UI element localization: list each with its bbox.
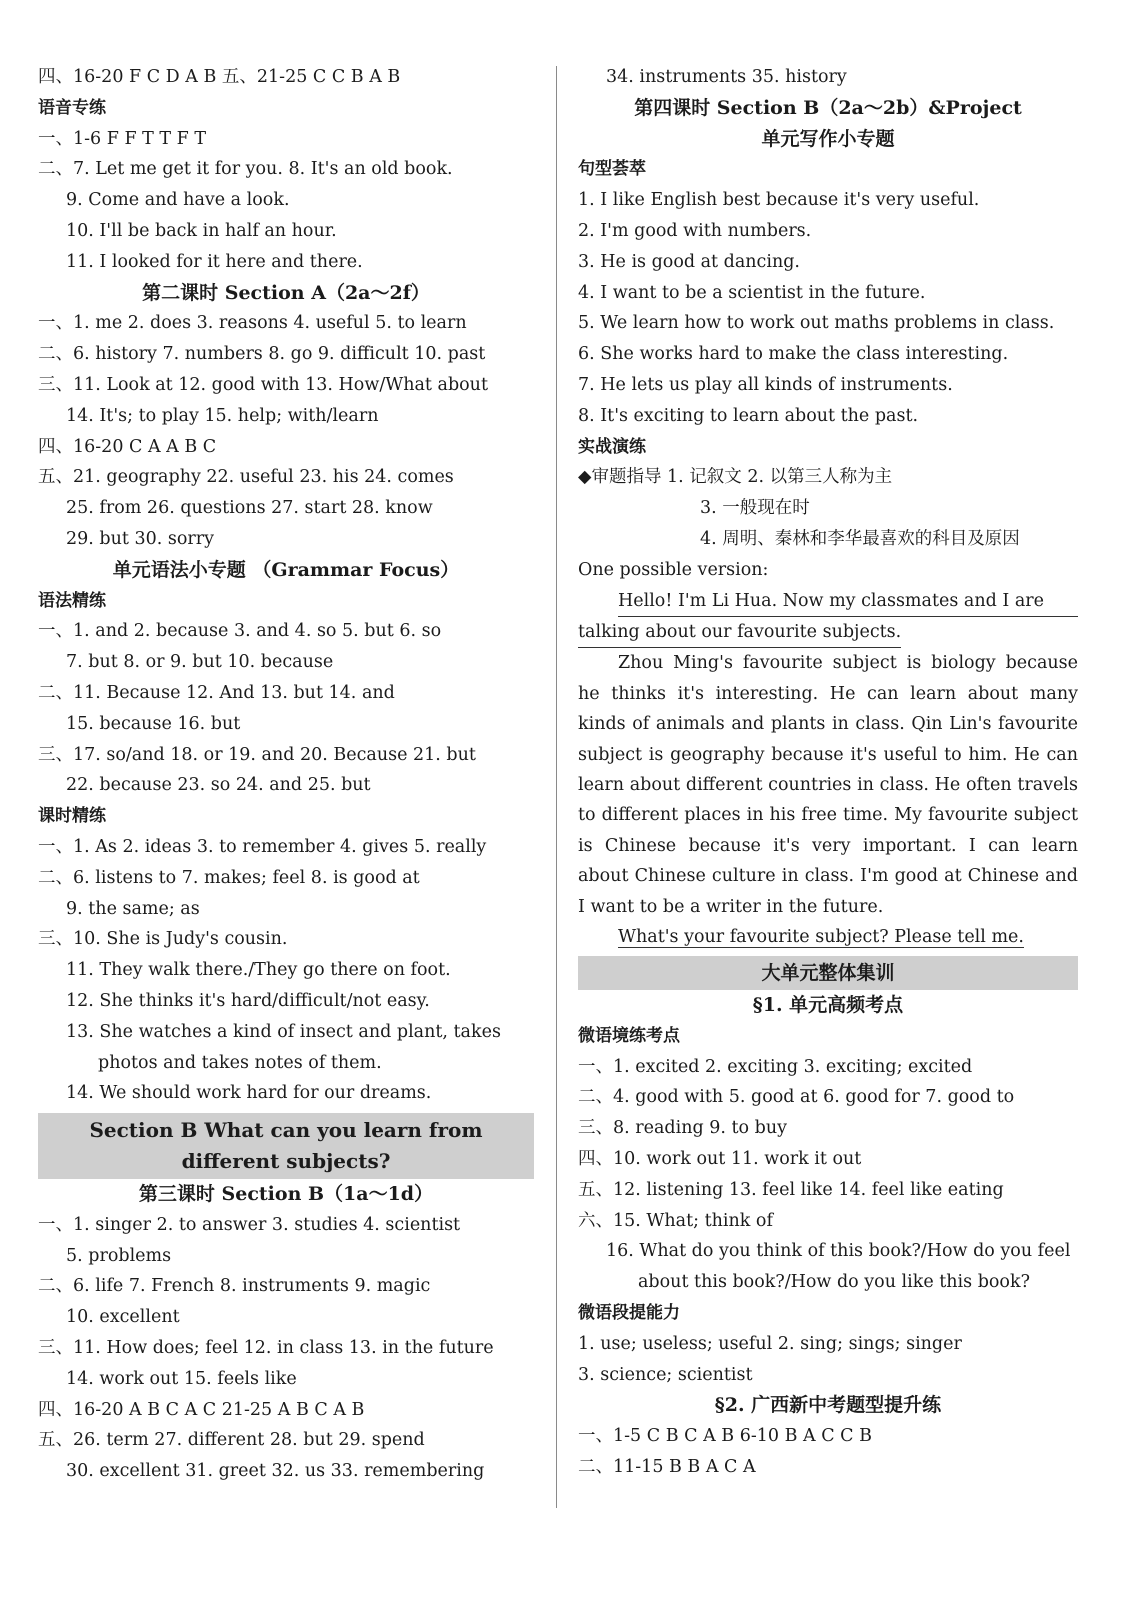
answer-line: 3. 一般现在时 bbox=[700, 498, 810, 519]
answer-line: 单元写作小专题 bbox=[761, 127, 895, 150]
essay-body: Zhou Ming's favourite subject is biology because he thinks it's interesting. He can learn about many kinds of animals and plants in class. Qin Lin's favourite subject is geography because it's useful to him. He can learn about different countries in class. He often travels to different places in his free time. My favourite subject is Chinese because it's very important. I can learn about Chinese culture in class. I'm good at Chinese and I want to be a writer in the future. bbox=[578, 653, 1078, 917]
answer-line: 3. He is good at dancing. bbox=[578, 251, 800, 272]
answer-line: 五、12. listening 13. feel like 14. feel like eating bbox=[578, 1179, 1004, 1200]
answer-line: 一、1. excited 2. exciting 3. exciting; excited bbox=[578, 1056, 973, 1077]
answer-line: 4. 周明、秦林和李华最喜欢的科目及原因 bbox=[700, 528, 1020, 549]
unit-training-banner: 大单元整体集训 bbox=[578, 956, 1078, 990]
essay-closing: What's your favourite subject? Please tell me. bbox=[618, 926, 1024, 947]
answer-line: 1. I like English best because it's very useful. bbox=[578, 190, 980, 211]
answer-line: 6. She works hard to make the class interesting. bbox=[578, 344, 1009, 365]
answer-line: photos and takes notes of them. bbox=[98, 1052, 382, 1073]
answer-line: 三、10. She is Judy's cousin. bbox=[38, 929, 288, 950]
answer-line: §1. 单元高频考点 bbox=[752, 993, 904, 1016]
answer-line: 五、26. term 27. different 28. but 29. spend bbox=[38, 1430, 425, 1451]
answer-line: 12. She thinks it's hard/difficult/not easy. bbox=[66, 990, 430, 1011]
answer-line: 9. the same; as bbox=[66, 898, 200, 919]
answer-line: about this book?/How do you like this book? bbox=[638, 1272, 1030, 1293]
answer-line: 4. I want to be a scientist in the future. bbox=[578, 282, 926, 303]
answer-line: 第二课时 Section A（2a～2f） bbox=[142, 281, 430, 304]
answer-line: 三、8. reading 9. to buy bbox=[578, 1118, 788, 1139]
right-column bbox=[578, 62, 1078, 1483]
answer-line: 二、6. life 7. French 8. instruments 9. magic bbox=[38, 1276, 431, 1297]
answer-line: 14. We should work hard for our dreams. bbox=[66, 1083, 432, 1104]
answer-line: 四、16-20 F C D A B 五、21-25 C C B A B bbox=[38, 67, 401, 87]
answer-line: 8. It's exciting to learn about the past. bbox=[578, 405, 919, 426]
answer-line: 二、11. Because 12. And 13. but 14. and bbox=[38, 682, 395, 703]
answer-line: 第三课时 Section B（1a～1d） bbox=[138, 1183, 434, 1206]
essay-opening-line1: Hello! I'm Li Hua. Now my classmates and I are bbox=[618, 586, 1078, 617]
answer-line: 语法精练 bbox=[38, 590, 106, 611]
answer-line: 二、11-15 B B A C A bbox=[578, 1456, 756, 1477]
answer-line: 二、6. listens to 7. makes; feel 8. is good at bbox=[38, 867, 420, 888]
answer-line: 16. What do you think of this book?/How do you feel bbox=[606, 1241, 1071, 1262]
answer-line: 11. I looked for it here and there. bbox=[66, 251, 363, 272]
answer-line: 实战演练 bbox=[578, 436, 646, 457]
answer-line: 第四课时 Section B（2a～2b）&Project bbox=[634, 96, 1022, 119]
answer-line: 语音专练 bbox=[38, 97, 106, 118]
answer-line: 7. He lets us play all kinds of instruments. bbox=[578, 374, 953, 395]
answer-line: 15. because 16. but bbox=[66, 713, 241, 734]
answer-line: 句型荟萃 bbox=[578, 159, 646, 180]
answer-line: 一、1. As 2. ideas 3. to remember 4. gives 5. really bbox=[38, 836, 487, 857]
answer-line: 三、11. Look at 12. good with 13. How/What about bbox=[38, 374, 488, 395]
essay-opening-line2: talking about our favourite subjects. bbox=[578, 617, 901, 648]
section-b-banner-line1: Section B What can you learn from bbox=[89, 1118, 483, 1143]
answer-line: 14. work out 15. feels like bbox=[66, 1368, 297, 1389]
answer-line: 一、1. singer 2. to answer 3. studies 4. scientist bbox=[38, 1214, 461, 1235]
answer-line: 30. excellent 31. greet 32. us 33. remembering bbox=[66, 1461, 485, 1482]
answer-line: 22. because 23. so 24. and 25. but bbox=[66, 775, 371, 796]
answer-line: 2. I'm good with numbers. bbox=[578, 220, 812, 241]
answer-line: 一、1-5 C B C A B 6-10 B A C C B bbox=[578, 1426, 872, 1447]
answer-line: 9. Come and have a look. bbox=[66, 190, 290, 211]
right-answers bbox=[578, 62, 1078, 586]
answer-line: 10. excellent bbox=[66, 1307, 180, 1328]
answer-line: 34. instruments 35. history bbox=[606, 67, 847, 87]
answer-line: 四、16-20 C A A B C bbox=[38, 436, 217, 457]
answer-line: 二、7. Let me get it for you. 8. It's an old book. bbox=[38, 159, 453, 180]
answer-line: 四、16-20 A B C A C 21-25 A B C A B bbox=[38, 1399, 365, 1420]
answer-line: 14. It's; to play 15. help; with/learn bbox=[66, 405, 379, 426]
column-divider bbox=[556, 66, 557, 1508]
answer-line: 29. but 30. sorry bbox=[66, 528, 214, 549]
answer-line: 1. use; useless; useful 2. sing; sings; singer bbox=[578, 1333, 962, 1354]
answer-line: 一、1-6 F F T T F T bbox=[38, 128, 207, 149]
answer-line: One possible version: bbox=[578, 559, 769, 580]
answer-line: 一、1. and 2. because 3. and 4. so 5. but 6. so bbox=[38, 621, 442, 642]
left-answers-2 bbox=[38, 1179, 534, 1487]
answer-line: 10. I'll be back in half an hour. bbox=[66, 220, 337, 241]
answer-line: 7. but 8. or 9. but 10. because bbox=[66, 652, 334, 673]
answer-line: 三、17. so/and 18. or 19. and 20. Because 21. but bbox=[38, 744, 476, 765]
answer-line: 微语段提能力 bbox=[578, 1302, 680, 1323]
answer-line: 单元语法小专题 （Grammar Focus） bbox=[112, 558, 460, 581]
section-b-banner bbox=[38, 1113, 534, 1179]
answer-line: 二、6. history 7. numbers 8. go 9. difficult 10. past bbox=[38, 344, 486, 365]
answer-line: 四、10. work out 11. work it out bbox=[578, 1148, 862, 1169]
answer-line: 5. We learn how to work out maths problems in class. bbox=[578, 313, 1055, 334]
answer-line: 三、11. How does; feel 12. in class 13. in the future bbox=[38, 1338, 494, 1359]
left-column bbox=[38, 62, 534, 1487]
essay bbox=[578, 586, 1078, 952]
answer-line: §2. 广西新中考题型提升练 bbox=[714, 1394, 942, 1417]
section-b-banner-line2: different subjects? bbox=[181, 1149, 391, 1174]
answer-line: 六、15. What; think of bbox=[578, 1210, 773, 1231]
answer-line: 3. science; scientist bbox=[578, 1364, 753, 1385]
answer-line: 二、4. good with 5. good at 6. good for 7. good to bbox=[578, 1087, 1015, 1108]
answer-line: 11. They walk there./They go there on foot. bbox=[66, 960, 451, 981]
answer-line: 五、21. geography 22. useful 23. his 24. comes bbox=[38, 467, 454, 488]
right-answers-2 bbox=[578, 990, 1078, 1483]
answer-line: 微语境练考点 bbox=[578, 1025, 680, 1046]
answer-line: 课时精练 bbox=[38, 806, 106, 827]
answer-line: 25. from 26. questions 27. start 28. know bbox=[66, 498, 433, 519]
left-answers bbox=[38, 62, 534, 1109]
answer-line: 一、1. me 2. does 3. reasons 4. useful 5. to learn bbox=[38, 313, 467, 334]
answer-line: 13. She watches a kind of insect and plant, takes bbox=[66, 1021, 501, 1042]
answer-line: 5. problems bbox=[66, 1245, 172, 1266]
answer-line: ◆审题指导 1. 记叙文 2. 以第三人称为主 bbox=[578, 467, 893, 488]
